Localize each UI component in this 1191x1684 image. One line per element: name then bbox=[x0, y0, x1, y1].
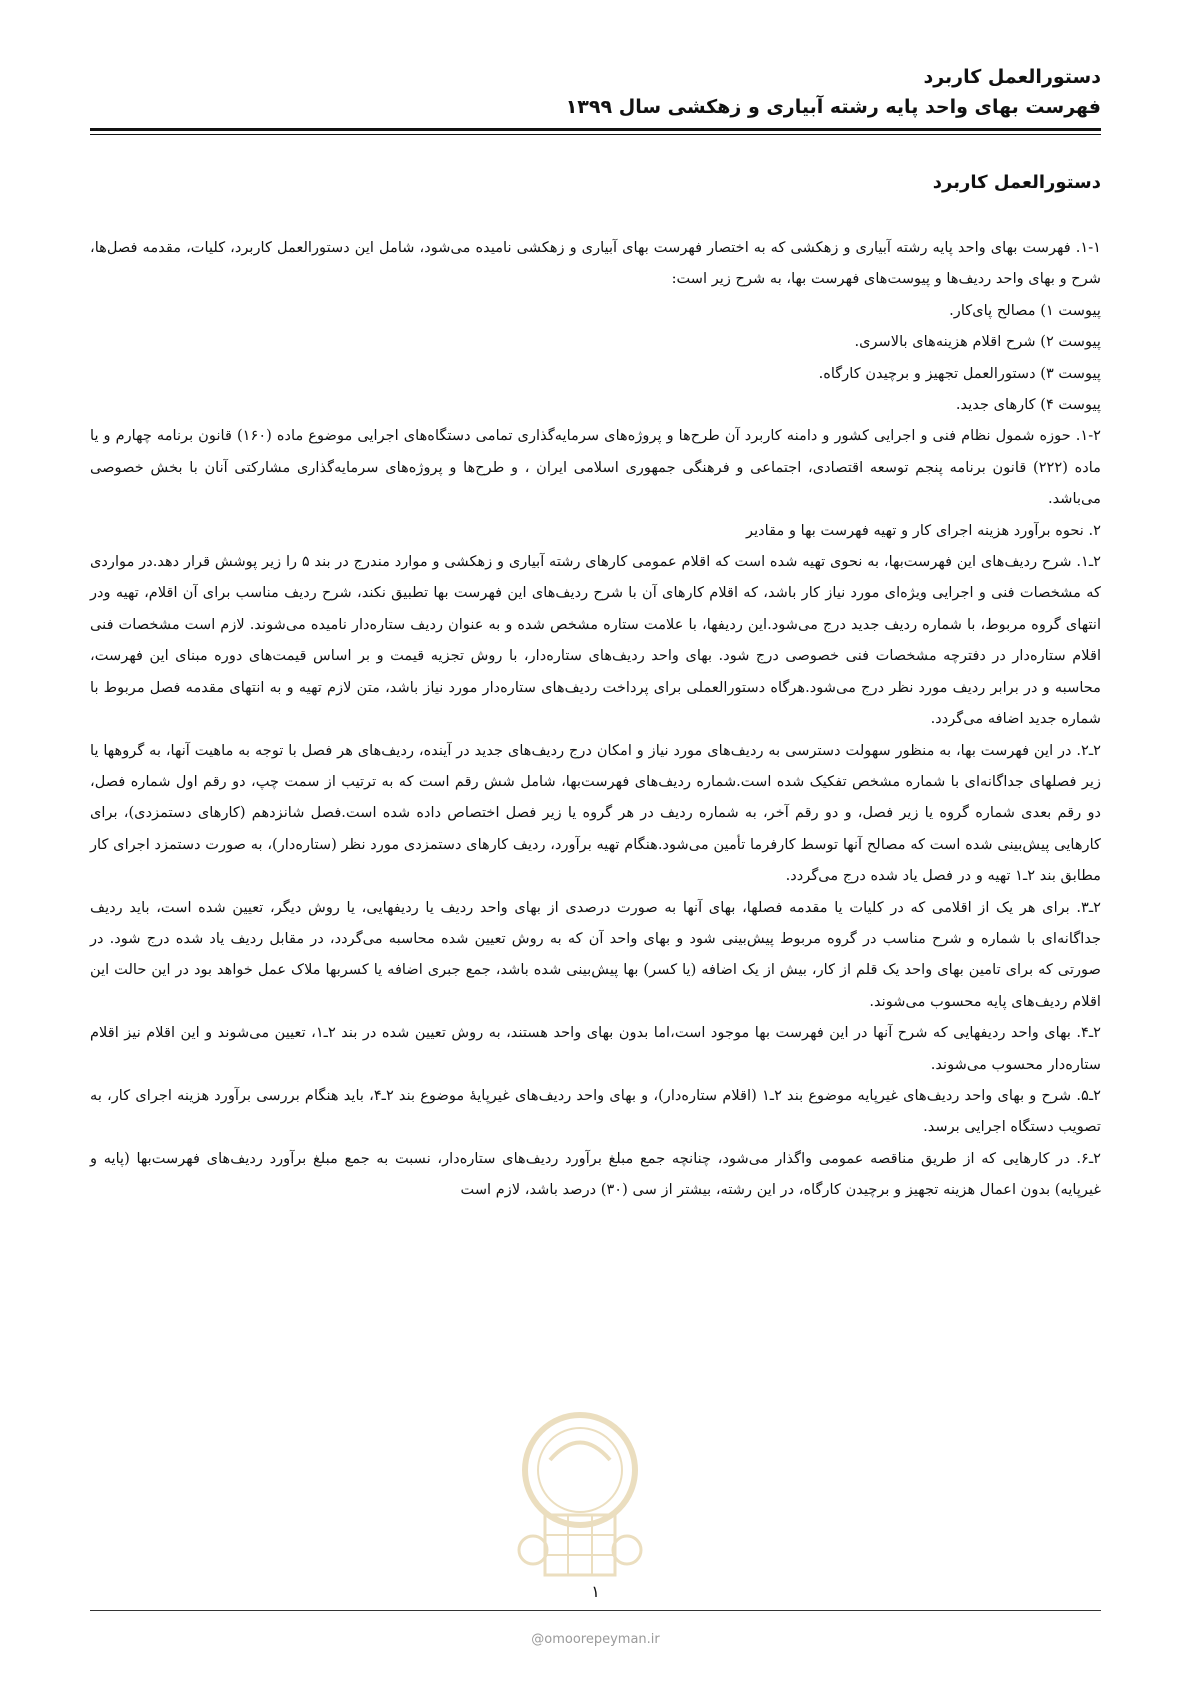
paragraph-2-4: ۲ـ۴. بهای واحد ردیفهایی که شرح آنها در این فهرست بها موجود است،اما بدون بهای واحد هستند، به روش تعیین شده در بند ۲ـ۱، تعیین می‌شوند و این اقلام نیز اقلام ستاره‌دار محسوب می‌شوند. bbox=[90, 1024, 1101, 1073]
page-number: ۱ bbox=[591, 1582, 600, 1601]
watermark-seal bbox=[505, 1400, 655, 1600]
paragraph-2-1: ۲ـ۱. شرح ردیف‌های این فهرست‌بها، به نحوی تهیه شده است که اقلام عمومی کارهای رشته آبیاری و زهکشی و موارد مندرج در بند ۵ را زیر پوشش قرار دهد.در مواردی که مشخصات فنی و اجرایی ویژه‌ای مورد نیاز کار باشد، که اقلام کارهای آن با شرح ردیف‌های این فهرست بها تطبیق نکند، شرح ردیف مناسب برای آن اقلام، تهیه ودر انتهای گروه مربوط، با شماره ردیف جدید درج می‌شود.این ردیفها، با علامت ستاره مشخص شده و به عنوان ردیف ستاره‌دار نامیده می‌شوند. لازم است مشخصات فنی اقلام ستاره‌دار در دفترچه مشخصات فنی خصوصی درج شود. بهای واحد ردیف‌های ستاره‌دار، با روش تجزیه قیمت و بر اساس قیمت‌های دوره مبنای این فهرست، محاسبه و در برابر ردیف مورد نظر درج می‌شود.هرگاه دستورالعملی برای پرداخت ردیف‌های ستاره‌دار مورد نیاز باشد، متن لازم تهیه و به انتهای مقدمه فصل مربوط با شماره جدید اضافه می‌گردد. bbox=[90, 553, 1101, 728]
appendix-1-item: پیوست ۱) مصالح پای‌کار. bbox=[949, 301, 1101, 319]
paragraph-1-2: ۱-۲. حوزه شمول نظام فنی و اجرایی کشور و دامنه کاربرد آن طرح‌ها و پروژه‌های سرمایه‌گذاری تمامی دستگاه‌های اجرایی موضوع ماده (۱۶۰) قانون برنامه چهارم و یا ماده (۲۲۲) قانون برنامه پنجم توسعه اقتصادی، اجتماعی و فرهنگی جمهوری اسلامی ایران ، و طرح‌ها و پروژه‌های سرمایه‌گذاری مشارکتی آنان با بخش خصوصی می‌باشد. bbox=[90, 427, 1101, 508]
website-watermark: @omoorepeyman.ir bbox=[531, 1632, 660, 1647]
header-rule-thin bbox=[90, 134, 1101, 135]
paragraph-2-2: ۲ـ۲. در این فهرست بها، به منظور سهولت دسترسی به ردیف‌های مورد نیاز و امکان درج ردیف‌های جدید در آینده، ردیف‌های هر فصل با توجه به ماهیت آنها، به گروهها یا زیر فصلهای جداگانه‌ای با شماره مشخص تفکیک شده است.شماره ردیف‌های فهرست‌بها، شامل شش رقم است که به ترتیب از سمت چپ، دو رقم اول شماره فصل، دو رقم بعدی شماره گروه یا زیر فصل، و دو رقم آخر، به شماره ردیف در هر گروه یا زیر فصل اختصاص داده شده است.فصل شانزدهم (کارهای دستمزدی)، برای کارهایی پیش‌بینی شده است که مصالح آنها توسط کارفرما تأمین می‌شود.هنگام تهیه برآورد، ردیف کارهای دستمزدی مورد نظر (ستاره‌دار)، به صورت دستمزد اجرای کار مطابق بند ۲ـ۱ تهیه و در فصل یاد شده درج می‌گردد. bbox=[90, 741, 1101, 885]
footer-rule bbox=[90, 1610, 1101, 1611]
appendix-4-item: پیوست ۴) کارهای جدید. bbox=[955, 396, 1101, 414]
appendix-2-item: پیوست ۲) شرح اقلام هزینه‌های بالاسری. bbox=[854, 333, 1101, 351]
appendix-3-item: پیوست ۳) دستورالعمل تجهیز و برچیدن کارگاه. bbox=[818, 364, 1101, 382]
header-rule-thick bbox=[90, 128, 1101, 131]
section-2-heading: ۲. نحوه برآورد هزینه اجرای کار و تهیه فهرست بها و مقادیر bbox=[746, 521, 1101, 539]
header-title: دستورالعمل کاربرد bbox=[923, 66, 1101, 88]
page-header bbox=[90, 62, 1101, 122]
paragraph-2-3: ۲ـ۳. برای هر یک از اقلامی که در کلیات یا مقدمه فصلها، بهای آنها به صورت درصدی از بهای واحد ردیف یا ردیفهایی، یا روش دیگر، تعیین شده است، باید ردیف جداگانه‌ای با شماره و شرح مناسب در گروه مربوط پیش‌بینی شود و بهای واحد آن که به روش تعیین شده محاسبه می‌گردد، در مقابل ردیف یاد شده درج شود. در صورتی که برای تامین بهای واحد یک قلم از کار، بیش از یک اضافه (یا کسر) بها پیش‌بینی شده باشد، جمع جبری اضافه یا کسربها ملاک عمل خواهد بود در این حالت این اقلام ردیف‌های پایه محسوب می‌شوند. bbox=[90, 898, 1101, 1010]
body-text bbox=[90, 232, 1101, 1206]
paragraph-2-6: ۲ـ۶. در کارهایی که از طریق مناقصه عمومی واگذار می‌شود، چنانچه جمع مبلغ برآورد ردیف‌های ستاره‌دار، نسبت به جمع مبلغ برآورد ردیف‌های فهرست‌بها (پایه و غیرپایه) بدون اعمال هزینه تجهیز و برچیدن کارگاه، در این رشته، بیشتر از سی (۳۰) درصد باشد، لازم است bbox=[90, 1149, 1101, 1199]
paragraph-1-1: ۱-۱. فهرست بهای واحد پایه رشته آبیاری و زهکشی که به اختصار فهرست بهای آبیاری و زهکشی نامیده می‌شود، شامل این دستورالعمل کاربرد، کلیات، مقدمه فصل‌ها، شرح و بهای واحد ردیف‌ها و پیوست‌های فهرست بها، به شرح زیر است: bbox=[90, 239, 1101, 288]
section-title: دستورالعمل کاربرد bbox=[932, 172, 1101, 193]
paragraph-2-5: ۲ـ۵. شرح و بهای واحد ردیف‌های غیرپایه موضوع بند ۲ـ۱ (اقلام ستاره‌دار)، و بهای واحد ردیف‌های غیرپایهٔ موضوع بند ۲ـ۴، باید هنگام بررسی برآورد هزینه اجرای کار، به تصویب دستگاه اجرایی برسد. bbox=[90, 1086, 1101, 1136]
header-subtitle: فهرست بهای واحد پایه رشته آبیاری و زهکشی سال ۱۳۹۹ bbox=[565, 96, 1101, 118]
